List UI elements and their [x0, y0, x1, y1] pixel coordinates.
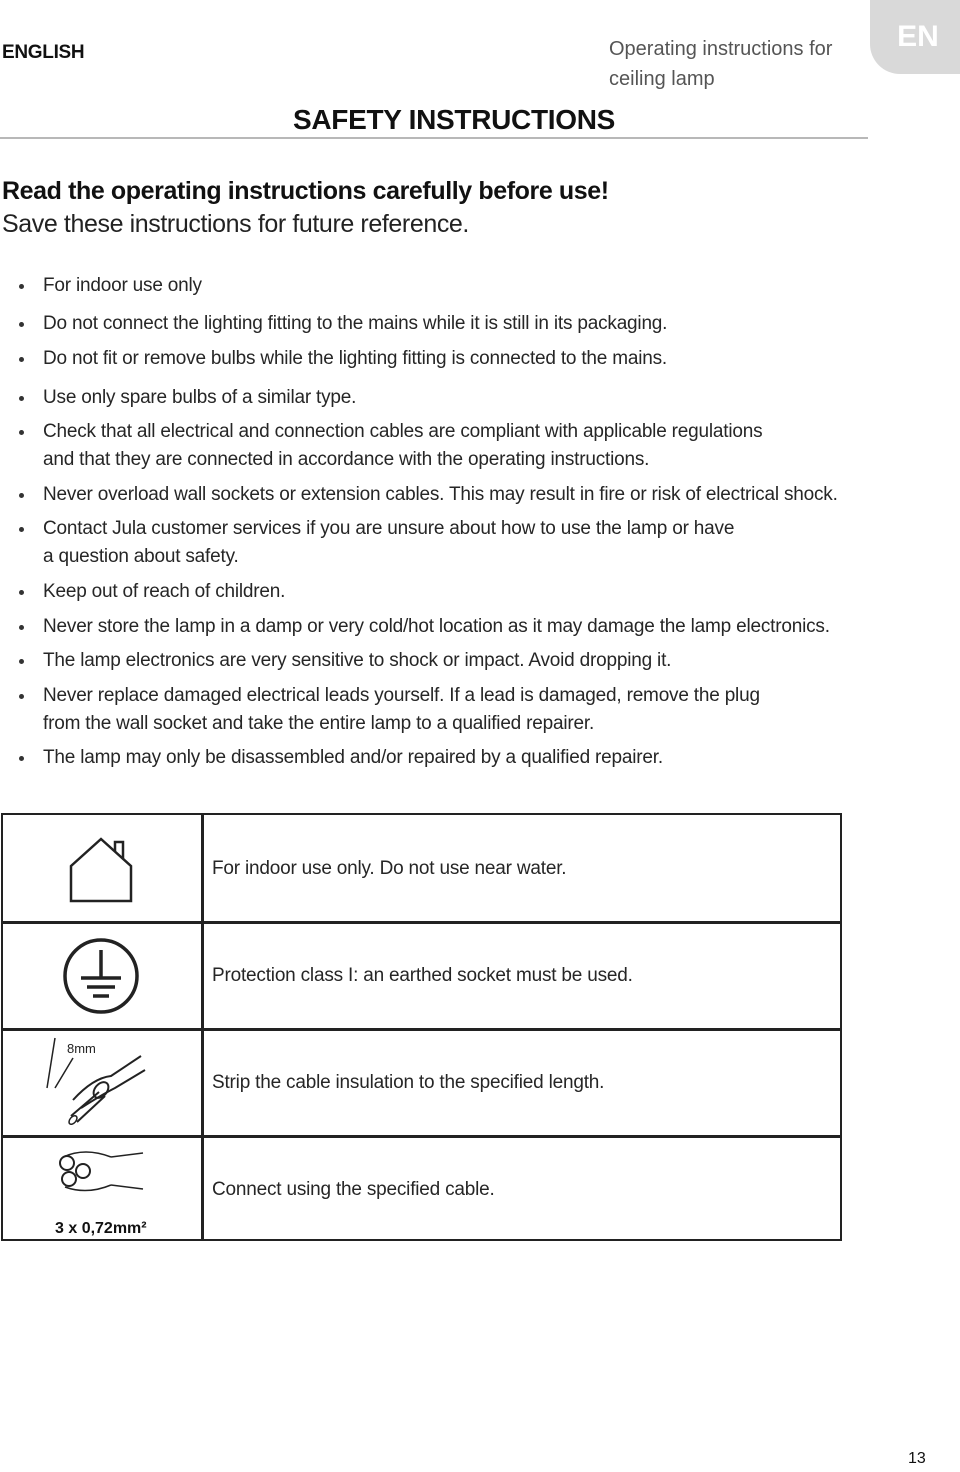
bullet-text: For indoor use only	[43, 275, 202, 296]
bullet-text: Never store the lamp in a damp or very cold/hot location as it may damage the lamp electronics.	[43, 616, 830, 637]
symbol-description: Protection class I: an earthed socket must be used.	[212, 965, 633, 986]
intro	[2, 175, 902, 241]
bullet-dot	[19, 493, 24, 498]
language-tab: EN	[870, 0, 960, 74]
bullet-text: The lamp electronics are very sensitive to shock or impact. Avoid dropping it.	[43, 650, 672, 671]
bullet-dot	[19, 396, 24, 401]
title-divider	[0, 137, 868, 139]
symbol-description: Connect using the specified cable.	[212, 1179, 495, 1200]
section-title: SAFETY INSTRUCTIONS	[293, 104, 616, 135]
table-row	[3, 921, 840, 1028]
cable-strip-icon	[3, 1028, 201, 1135]
page-number: 13	[908, 1450, 926, 1467]
table-row	[3, 1028, 840, 1135]
bullet-text: Check that all electrical and connection cables are compliant with applicable regulations and that they are connected in accordance with the operating instructions.	[43, 421, 763, 470]
bullet-text: The lamp may only be disassembled and/or repaired by a qualified repairer.	[43, 747, 663, 768]
bullet-text: Use only spare bulbs of a similar type.	[43, 387, 357, 408]
bullet-text: Never overload wall sockets or extension cables. This may result in fire or risk of electrical shock.	[43, 484, 838, 505]
bullet-text: Keep out of reach of children.	[43, 581, 286, 602]
bullet-text: Contact Jula customer services if you are unsure about how to use the lamp or have a question about safety.	[43, 518, 735, 567]
symbol-description: For indoor use only. Do not use near water.	[212, 858, 567, 879]
bullet-text: Do not connect the lighting fitting to the mains while it is still in its packaging.	[43, 313, 668, 334]
cable-strip-label: 8mm	[67, 1041, 96, 1056]
bullet-dot	[19, 357, 24, 362]
bullet-text: Never replace damaged electrical leads yourself. If a lead is damaged, remove the plug from the wall socket and take the entire lamp to a qualified repairer.	[43, 685, 760, 734]
bullet-dot	[19, 322, 24, 327]
bullet-dot	[19, 625, 24, 630]
table-row	[3, 1135, 840, 1243]
cable-cores-label: 3 x 0,72mm²	[55, 1220, 147, 1237]
bullet-dot	[19, 590, 24, 595]
symbol-table	[1, 813, 842, 1241]
protective-earth-icon	[3, 921, 201, 1028]
intro-bold-line: Read the operating instructions carefully before use!	[2, 177, 609, 205]
bullet-dot	[19, 659, 24, 664]
intro-normal-line: Save these instructions for future reference.	[2, 210, 469, 238]
bullet-text: Do not fit or remove bulbs while the lighting fitting is connected to the mains.	[43, 348, 668, 369]
bullet-dot	[19, 284, 24, 289]
house-icon	[3, 815, 201, 921]
bullet-dot	[19, 527, 24, 532]
symbol-description: Strip the cable insulation to the specified length.	[212, 1072, 605, 1093]
language-label: ENGLISH	[2, 42, 85, 63]
cable-cores-icon	[3, 1135, 201, 1243]
bullet-dot	[19, 756, 24, 761]
document-subtitle: Operating instructions for ceiling lamp	[609, 38, 833, 90]
bullet-dot	[19, 430, 24, 435]
bullet-dot	[19, 694, 24, 699]
table-row	[3, 815, 840, 921]
